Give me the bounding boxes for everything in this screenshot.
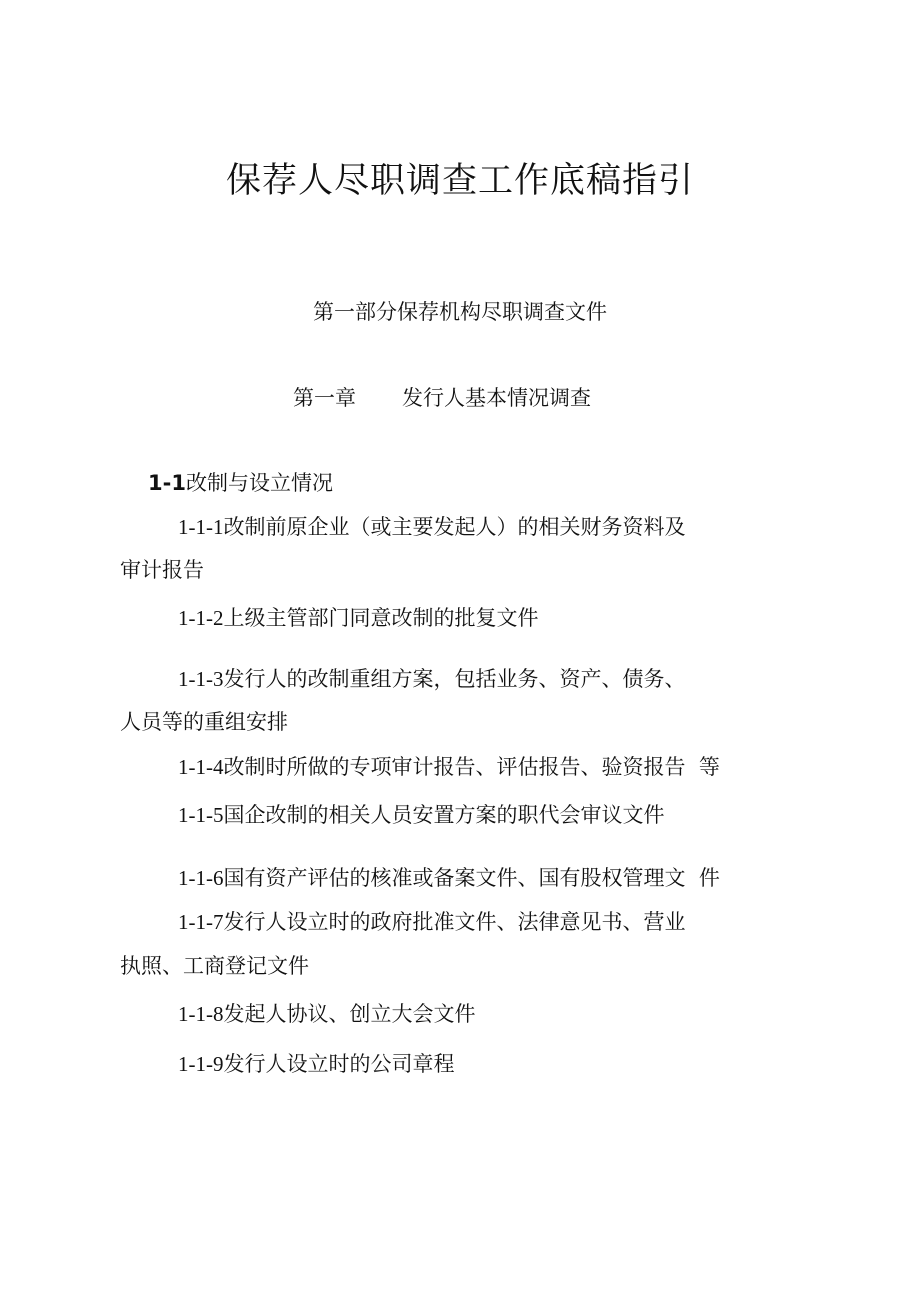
item-number: 1-1-8 — [178, 1002, 224, 1026]
section-heading — [148, 468, 333, 498]
list-item-1-1-7 — [178, 907, 686, 937]
section-number: 1-1 — [148, 471, 186, 495]
document-title: 保荐人尽职调查工作底稿指引 — [225, 161, 694, 201]
section-name: 改制与设立情况 — [185, 471, 333, 495]
item-text: 国有资产评估的核准或备案文件、国有股权管理文 件 — [223, 866, 720, 890]
list-item-1-1-9 — [178, 1049, 455, 1079]
list-item-1-1-2 — [178, 603, 539, 633]
list-item-1-1-7-continuation: 执照、工商登记文件 — [120, 954, 309, 978]
chapter-title — [293, 383, 591, 413]
item-text: 发行人的改制重组方案，包括业务、资产、债务、 — [223, 667, 686, 691]
item-text: 改制时所做的专项审计报告、评估报告、验资报告 等 — [223, 755, 720, 779]
item-number: 1-1-9 — [178, 1052, 224, 1076]
item-text: 发行人设立时的政府批准文件、法律意见书、营业 — [223, 910, 686, 934]
chapter-label: 第一章 — [293, 386, 356, 410]
list-item-1-1-8 — [178, 999, 476, 1029]
list-item-1-1-4 — [178, 752, 720, 782]
list-item-1-1-6 — [178, 863, 720, 893]
item-text: 发起人协议、创立大会文件 — [223, 1002, 476, 1026]
item-text: 发行人设立时的公司章程 — [223, 1052, 455, 1076]
list-item-1-1-3 — [178, 664, 686, 694]
item-number: 1-1-5 — [178, 803, 224, 827]
list-item-1-1-5 — [178, 800, 665, 830]
chapter-name: 发行人基本情况调查 — [402, 386, 591, 410]
list-item-1-1-1-continuation: 审计报告 — [120, 558, 204, 582]
item-number: 1-1-7 — [178, 910, 224, 934]
item-number: 1-1-1 — [178, 515, 224, 539]
list-item-1-1-3-continuation: 人员等的重组安排 — [120, 710, 288, 734]
item-number: 1-1-6 — [178, 866, 224, 890]
item-text: 上级主管部门同意改制的批复文件 — [223, 606, 539, 630]
item-text: 国企改制的相关人员安置方案的职代会审议文件 — [223, 803, 665, 827]
item-number: 1-1-4 — [178, 755, 224, 779]
item-text: 改制前原企业（或主要发起人）的相关财务资料及 — [223, 515, 686, 539]
item-number: 1-1-2 — [178, 606, 224, 630]
item-number: 1-1-3 — [178, 667, 224, 691]
list-item-1-1-1 — [178, 512, 686, 542]
part-title: 第一部分保荐机构尽职调查文件 — [313, 300, 607, 324]
